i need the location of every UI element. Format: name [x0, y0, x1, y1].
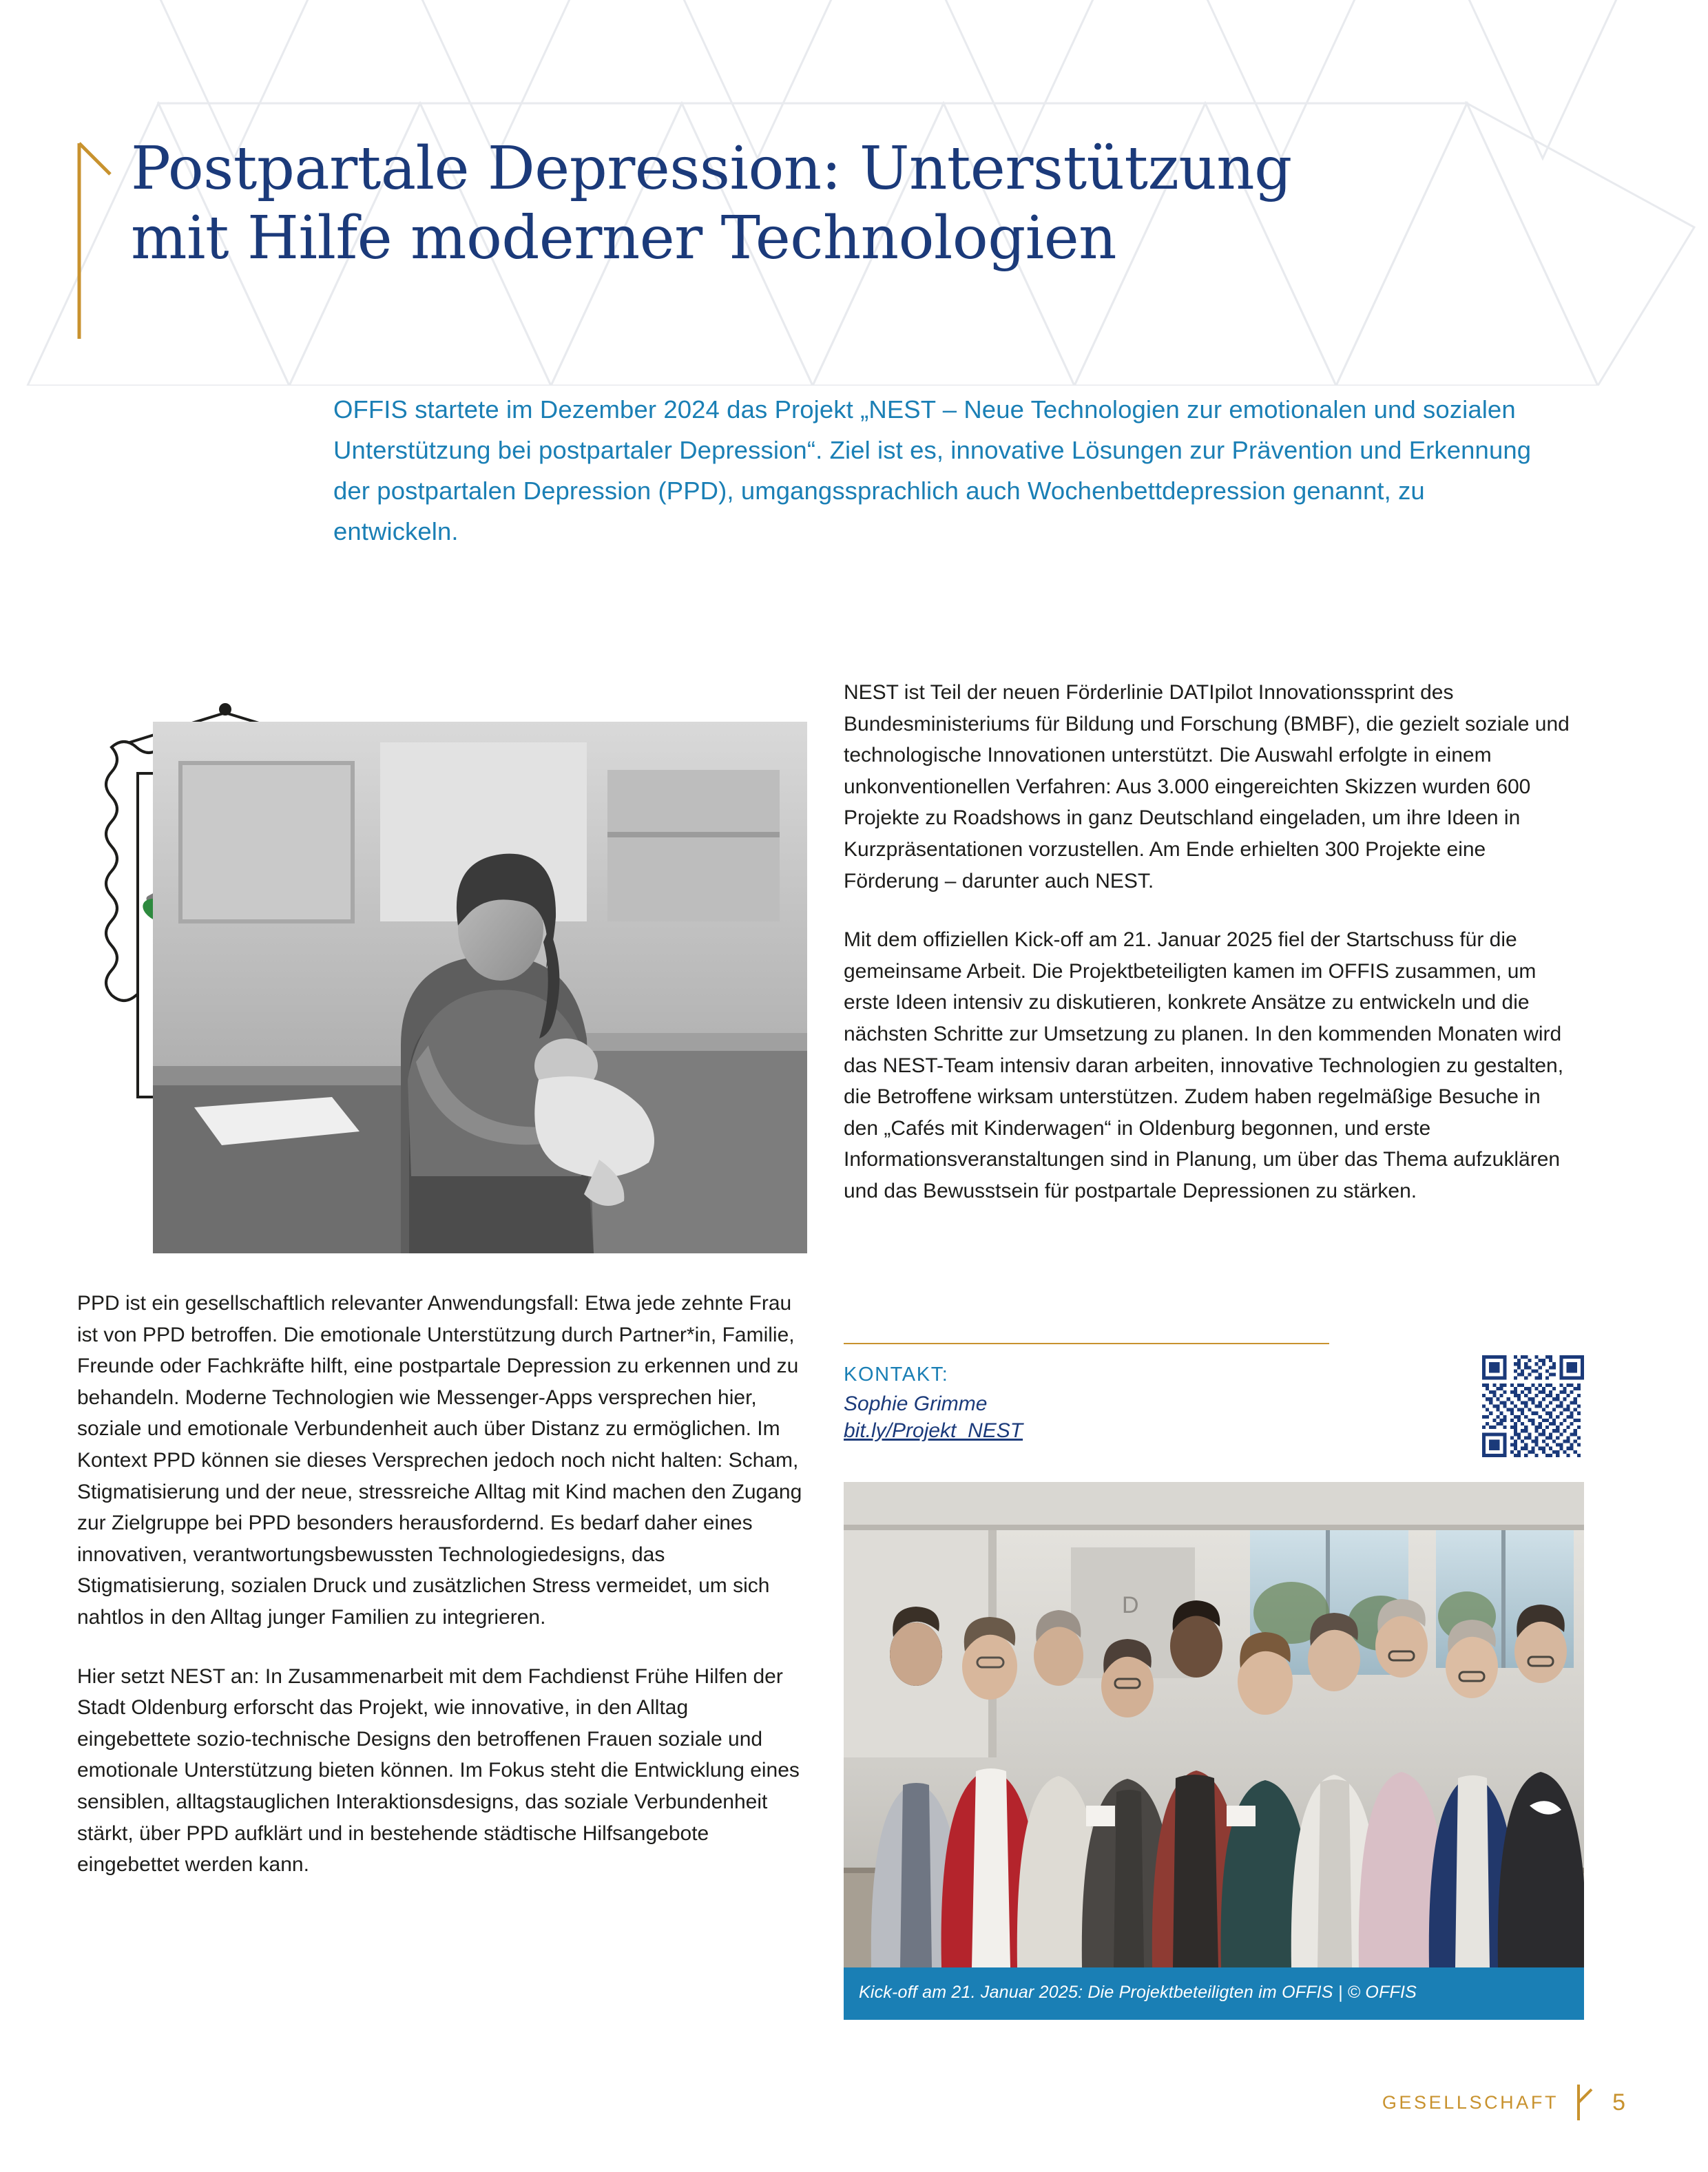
footer-page-number: 5: [1612, 2089, 1625, 2116]
footer-section-label: GESELLSCHAFT: [1382, 2091, 1559, 2113]
photo-project-team-kickoff: [844, 1482, 1584, 1967]
figure-caption-bar: [844, 1967, 1584, 2020]
contact-divider: [844, 1343, 1329, 1344]
contact-link[interactable]: bit.ly/Projekt_NEST: [844, 1419, 1023, 1442]
contact-block: [844, 1364, 1395, 1443]
contact-label: KONTAKT:: [844, 1364, 949, 1386]
page-title-block: [69, 134, 1653, 274]
figure-caption-text: Kick-off am 21. Januar 2025: Die Projektbeteiligten im OFFIS | © OFFIS: [859, 1983, 1417, 2002]
footer-bracket-icon: [1576, 2082, 1594, 2122]
svg-text:D: D: [1122, 1592, 1139, 1618]
left-paragraph-2: Hier setzt NEST an: In Zusammenarbeit mit dem Fachdienst Frühe Hilfen der Stadt Oldenburg erforscht das Projekt, wie innovative, in den Alltag eingebettete sozio-technische Designs den betroffenen Frauen soziale und emotionale Unterstützung bieten können. Im Fokus steht die Entwicklung eines sensiblen, alltagstauglichen Interaktionsdesigns, das soziale Verbundenheit stärkt, über PPD aufklärt und in bestehende städtische Hilfsangebote eingebettet werden kann.: [77, 1664, 800, 1877]
contact-name: Sophie Grimme: [844, 1392, 988, 1415]
right-paragraph-1: NEST ist Teil der neuen Förderlinie DATIpilot Innovationssprint des Bundesministeriums für Bildung und Forschung (BMBF), die gezielt soziale und technologische Innovationen unterstützt. Die Auswahl erfolgte in einem unkonventionellen Verfahren: Aus 3.000 eingereichten Skizzen wurden 600 Projekte zu Roadshows in ganz Deutschland eingeladen, um ihre Ideen in Kurzpräsentationen vorzustellen. Am Ende erhielten 300 Projekte eine Förderung – darunter auch NEST.: [844, 681, 1570, 892]
qr-code-icon[interactable]: [1482, 1355, 1584, 1457]
photo-mother-with-baby: [153, 722, 807, 1253]
page-footer: [1382, 2082, 1625, 2122]
right-column-body: [844, 677, 1581, 1207]
left-column-body: [77, 1288, 807, 1881]
page-title-line-1: Postpartale Depression: Unterstützung: [131, 134, 1292, 203]
page-title: [69, 134, 1653, 274]
page-title-line-2: mit Hilfe moderner Technologien: [131, 204, 1117, 273]
title-bracket-icon: [77, 141, 118, 341]
right-paragraph-2: Mit dem offiziellen Kick-off am 21. Januar 2025 fiel der Startschuss für die gemeinsame Arbeit. Die Projektbeteiligten kamen im OFFIS zusammen, um erste Ideen intensiv zu diskutieren, konkrete Ansätze zu entwickeln und die nächsten Schritte zur Umsetzung zu planen. In den kommenden Monaten wird das NEST-Team intensiv daran arbeiten, innovative Technologien zu gestalten, die Betroffene wirksam unterstützen. Zudem haben regelmäßige Besuche in den „Cafés mit Kinderwagen“ in Oldenburg begonnen, und erste Informationsveranstaltungen sind in Planung, um über das Thema aufzuklären und das Bewusstsein für postpartale Depressionen zu stärken.: [844, 928, 1564, 1202]
lede-paragraph: OFFIS startete im Dezember 2024 das Projekt „NEST – Neue Technologien zur emotionalen und sozialen Unterstützung bei postpartaler Depression“. Ziel ist es, innovative Lösungen zur Prävention und Erkennung der postpartalen Depression (PPD), umgangssprachlich auch Wochenbettdepression genannt, zu entwickeln.: [333, 395, 1532, 546]
left-paragraph-1: PPD ist ein gesellschaftlich relevanter Anwendungsfall: Etwa jede zehnte Frau ist von PPD betroffen. Die emotionale Unterstützung durch Partner*in, Familie, Freunde oder Fachkräfte hilft, eine postpartale Depression zu erkennen und zu behandeln. Moderne Technologien wie Messenger-Apps versprechen hier, soziale und emotionale Verbundenheit auch über Distanz zu ermöglichen. Im Kontext PPD können sie dieses Versprechen jedoch noch nicht halten: Scham, Stigmatisierung und der neue, stressreiche Alltag mit Kind machen den Zugang zur Zielgruppe bei PPD besonders herausfordernd. Es bedarf daher eines innovativen, verantwortungsbewussten Technologiedesigns, das Stigmatisierung, sozialen Druck und zusätzlichen Stress vermeidet, um sich nahtlos in den Alltag junger Familien zu integrieren.: [77, 1292, 802, 1629]
